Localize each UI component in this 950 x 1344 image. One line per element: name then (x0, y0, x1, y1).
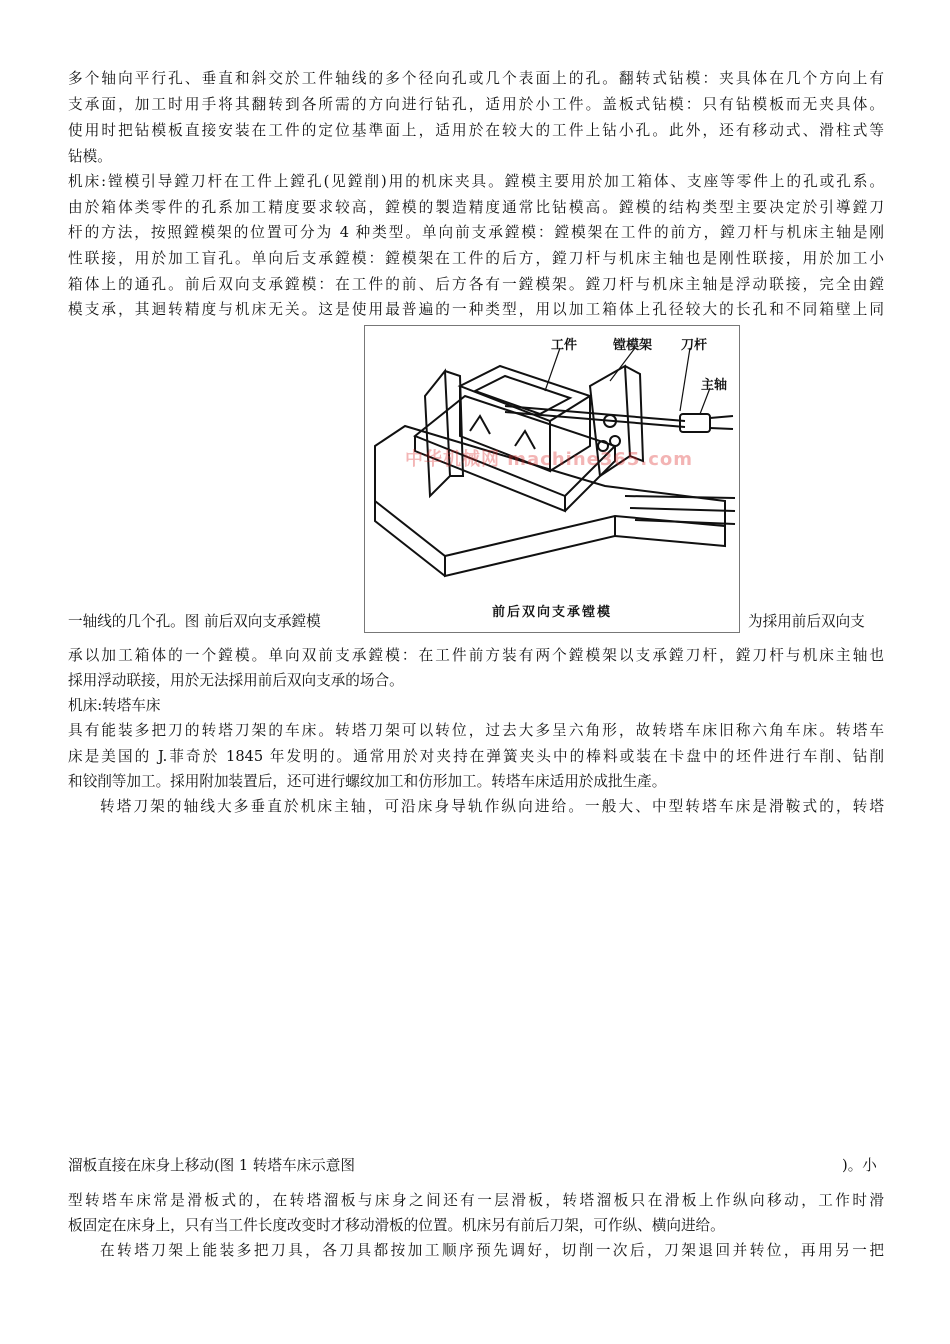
label-workpiece: 工件 (551, 338, 578, 353)
label-boring-frame: 镗模架 (613, 338, 653, 353)
section2-para3-line-2: 板固定在床身上，只有当工件长度改变时才移动滑板的位置。机床另有前后刀架，可作纵、横向进给。 (68, 1217, 725, 1234)
para1-line-3: 使用时把钻模板直接安装在工件的定位基準面上，适用於在较大的工件上钻小孔。此外，还有移动式、滑柱式等 (68, 122, 884, 139)
para2-line-6: 模支承，其迴转精度与机床无关。这是使用最普遍的一种类型，用以加工箱体上孔径较大的长孔和不同箱壁上同 (68, 301, 884, 318)
para1-line-2: 支承面，加工时用手将其翻转到各所需的方向进行钻孔，适用於小工件。盖板式钻模：只有钻模板而无夹具体。 (68, 96, 884, 113)
para2-line-4: 性联接，用於加工盲孔。单向后支承鏜模：鏜模架在工件的后方，鏜刀杆与机床主轴也是刚性联接，用於加工小 (68, 250, 884, 267)
para2-line-5: 箱体上的通孔。前后双向支承鏜模：在工件的前、后方各有一鏜模架。鏜刀杆与机床主轴是浮动联接，完全由鏜 (68, 276, 884, 293)
para1-line-4: 钻模。 (68, 148, 112, 165)
fig1-reference: 溜板直接在床身上移动(图 1 转塔车床示意图 (68, 1157, 355, 1174)
boring-jig-illustration (365, 326, 739, 632)
label-boring-bar: 刀杆 (681, 338, 708, 353)
para2-tail-line-2: 採用浮动联接，用於无法採用前后双向支承的场合。 (68, 672, 404, 689)
para2-line-1: 机床:镗模引导鏜刀杆在工件上鏜孔(见鏜削)用的机床夹具。鏜模主要用於加工箱体、支座等零件上的孔或孔系。 (68, 173, 884, 190)
boring-jig-figure (364, 325, 740, 633)
label-spindle: 主轴 (701, 378, 728, 393)
para2-after-figure: 为採用前后双向支 (748, 613, 865, 630)
figure-caption: 前后双向支承镗模 (491, 605, 612, 620)
para2-before-figure: 一轴线的几个孔。图 前后双向支承鏜模 (68, 613, 321, 630)
para2-line-2: 由於箱体类零件的孔系加工精度要求较高，鏜模的製造精度通常比钻模高。鏜模的结构类型主要决定於引導鏜刀 (68, 199, 884, 216)
section2-para2-line: 转塔刀架的轴线大多垂直於机床主轴，可沿床身导轨作纵向进给。一般大、中型转塔车床是滑鞍式的，转塔 (100, 798, 884, 815)
section2-para1-line-1: 具有能装多把刀的转塔刀架的车床。转塔刀架可以转位，过去大多呈六角形，故转塔车床旧称六角车床。转塔车 (68, 722, 884, 739)
section2-para3-line-1: 型转塔车床常是滑板式的，在转塔溜板与床身之间还有一层滑板，转塔溜板只在滑板上作纵向移动，工作时滑 (68, 1192, 884, 1209)
section-heading: 机床:转塔车床 (68, 697, 161, 714)
watermark-text: 中华机械网 machine365.com (405, 449, 694, 470)
section2-para1-line-2: 床是美国的 J.菲奇於 1845 年发明的。通常用於对夹持在弹簧夹头中的棒料或装在卡盘中的坯件进行车削、钻削 (68, 748, 884, 765)
para2-line-3: 杆的方法，按照鏜模架的位置可分为 4 种类型。单向前支承鏜模：鏜模架在工件的前方，鏜刀杆与机床主轴是刚 (68, 224, 884, 241)
fig1-close: )。小 (842, 1157, 877, 1174)
section2-para1-line-3: 和铰削等加工。採用附加装置后，还可进行螺纹加工和仿形加工。转塔车床适用於成批生產。 (68, 773, 667, 790)
para1-line-1: 多个轴向平行孔、垂直和斜交於工件轴线的多个径向孔或几个表面上的孔。翻转式钻模：夹具体在几个方向上有 (68, 70, 884, 87)
para2-tail-line-1: 承以加工箱体的一个鏜模。单向双前支承鏜模：在工件前方装有两个鏜模架以支承鏜刀杆，鏜刀杆与机床主轴也 (68, 647, 884, 664)
section2-para4-line: 在转塔刀架上能装多把刀具，各刀具都按加工顺序预先调好，切削一次后，刀架退回并转位，再用另一把 (100, 1242, 884, 1259)
